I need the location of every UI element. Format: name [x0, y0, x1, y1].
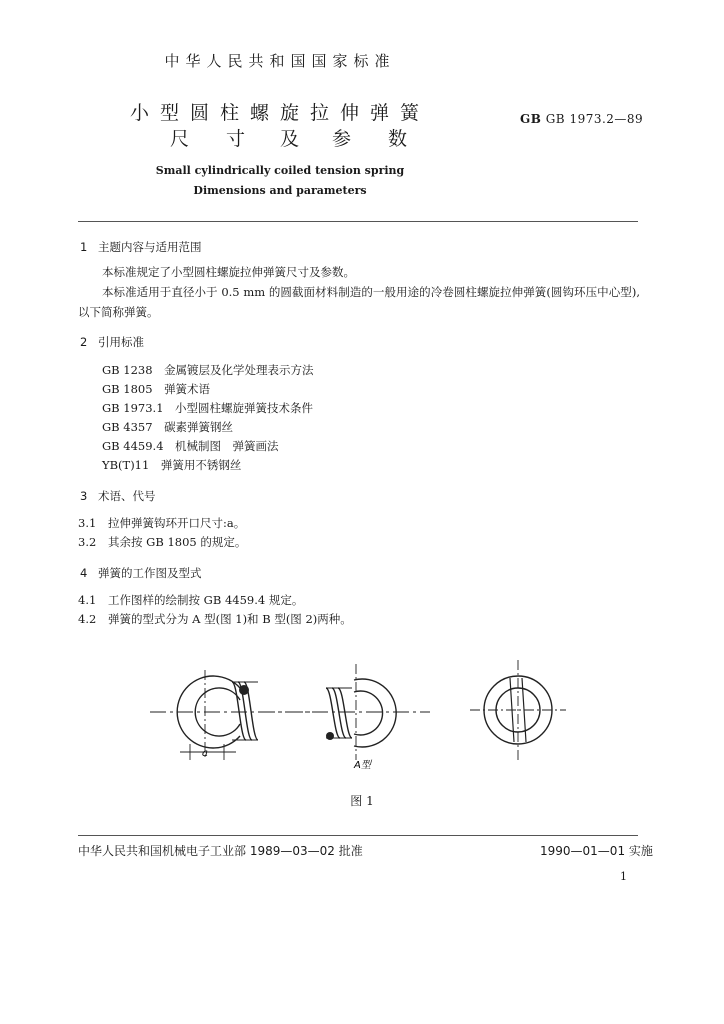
reference-code: GB 1238 [102, 363, 153, 377]
clause-number: 3.1 [78, 516, 97, 530]
section-1-title: 主题内容与适用范围 [98, 240, 202, 254]
reference-item [102, 457, 241, 473]
title-char-4: 参 [332, 128, 352, 150]
document-title: 小型圆柱螺旋拉伸弹簧 [129, 102, 430, 124]
reference-code: YB(T)11 [102, 458, 150, 472]
figure-1-caption: 图 1 [350, 794, 374, 808]
coil-4 [326, 688, 340, 738]
clause-text: 其余按 GB 1805 的规定。 [108, 535, 247, 549]
section-4-heading [80, 565, 202, 581]
section-3-title: 术语、代号 [98, 489, 156, 503]
english-title-line2: Dimensions and parameters [193, 184, 367, 197]
standard-number-value: GB 1973.2—89 [545, 112, 644, 126]
clause-text: 工作图样的绘制按 GB 4459.4 规定。 [108, 593, 304, 607]
clause-number: 4.1 [78, 593, 97, 607]
footer-effective-date: 1990—01—01 实施 [540, 844, 653, 858]
section-2-number: 2 [80, 335, 88, 349]
section-1-paragraph-2: 本标准适用于直径小于 0.5 mm 的圆截面材料制造的一般用途的冷卷圆柱螺旋拉伸弹簧(圆钩环压中心型),以下简称弹簧。 [78, 285, 640, 319]
section-3-heading [80, 488, 156, 504]
right-hook-outer [354, 679, 396, 747]
clause-4-2 [78, 611, 352, 627]
clause-number: 4.2 [78, 612, 97, 626]
section-1-paragraph-1: 本标准规定了小型圆柱螺旋拉伸弹簧尺寸及参数。 [102, 265, 355, 279]
title-char-1: 尺 [170, 128, 190, 150]
dimension-a-label: a [202, 748, 208, 759]
section-2-heading [80, 334, 144, 350]
title-char-5: 数 [388, 128, 408, 150]
reference-text: 弹簧用不锈钢丝 [160, 458, 242, 472]
reference-text: 弹簧术语 [164, 382, 211, 396]
section-3-number: 3 [80, 489, 88, 503]
reference-code: GB 4357 [102, 420, 153, 434]
footer-divider [78, 835, 638, 836]
reference-code: GB 4459.4 [102, 439, 164, 453]
page-number: 1 [620, 870, 627, 883]
section-1-heading [80, 239, 202, 255]
clause-3-2 [78, 534, 246, 550]
clause-4-1 [78, 592, 303, 608]
coil-5 [332, 688, 346, 738]
type-a-label: A型 [354, 760, 371, 771]
clause-number: 3.2 [78, 535, 97, 549]
wire-end-dot-right [326, 732, 334, 740]
clause-text: 弹簧的型式分为 A 型(图 1)和 B 型(图 2)两种。 [108, 612, 352, 626]
figure-1-spring-drawing [0, 640, 724, 780]
coil-6 [338, 688, 352, 738]
reference-item [102, 438, 279, 454]
title-char-2: 寸 [226, 128, 246, 150]
wire-end-dot-left [239, 685, 249, 695]
reference-text: 碳素弹簧钢丝 [164, 420, 234, 434]
standard-number: GB GB 1973.2—89 [520, 112, 644, 126]
header-divider [78, 221, 638, 222]
reference-item [102, 400, 313, 416]
footer-issuer: 中华人民共和国机械电子工业部 1989—03—02 批准 [78, 844, 363, 858]
section-4-number: 4 [80, 566, 88, 580]
title-char-3: 及 [280, 128, 300, 150]
standard-type-heading: 中华人民共和国国家标准 [164, 52, 396, 70]
reference-text: 金属镀层及化学处理表示方法 [164, 363, 314, 377]
reference-text: 小型圆柱螺旋弹簧技术条件 [175, 401, 314, 415]
clause-text: 拉伸弹簧钩环开口尺寸:a。 [108, 516, 246, 530]
clause-3-1 [78, 515, 245, 531]
english-title-line1: Small cylindrically coiled tension spring [155, 164, 405, 177]
reference-item [102, 419, 233, 435]
section-4-title: 弹簧的工作图及型式 [98, 566, 202, 580]
section-1-number: 1 [80, 240, 88, 254]
section-2-title: 引用标准 [98, 335, 144, 349]
reference-text: 机械制图 弹簧画法 [175, 439, 279, 453]
right-hook-inner [354, 691, 383, 735]
reference-code: GB 1805 [102, 382, 153, 396]
reference-code: GB 1973.1 [102, 401, 164, 415]
reference-item [102, 381, 210, 397]
reference-item [102, 362, 314, 378]
